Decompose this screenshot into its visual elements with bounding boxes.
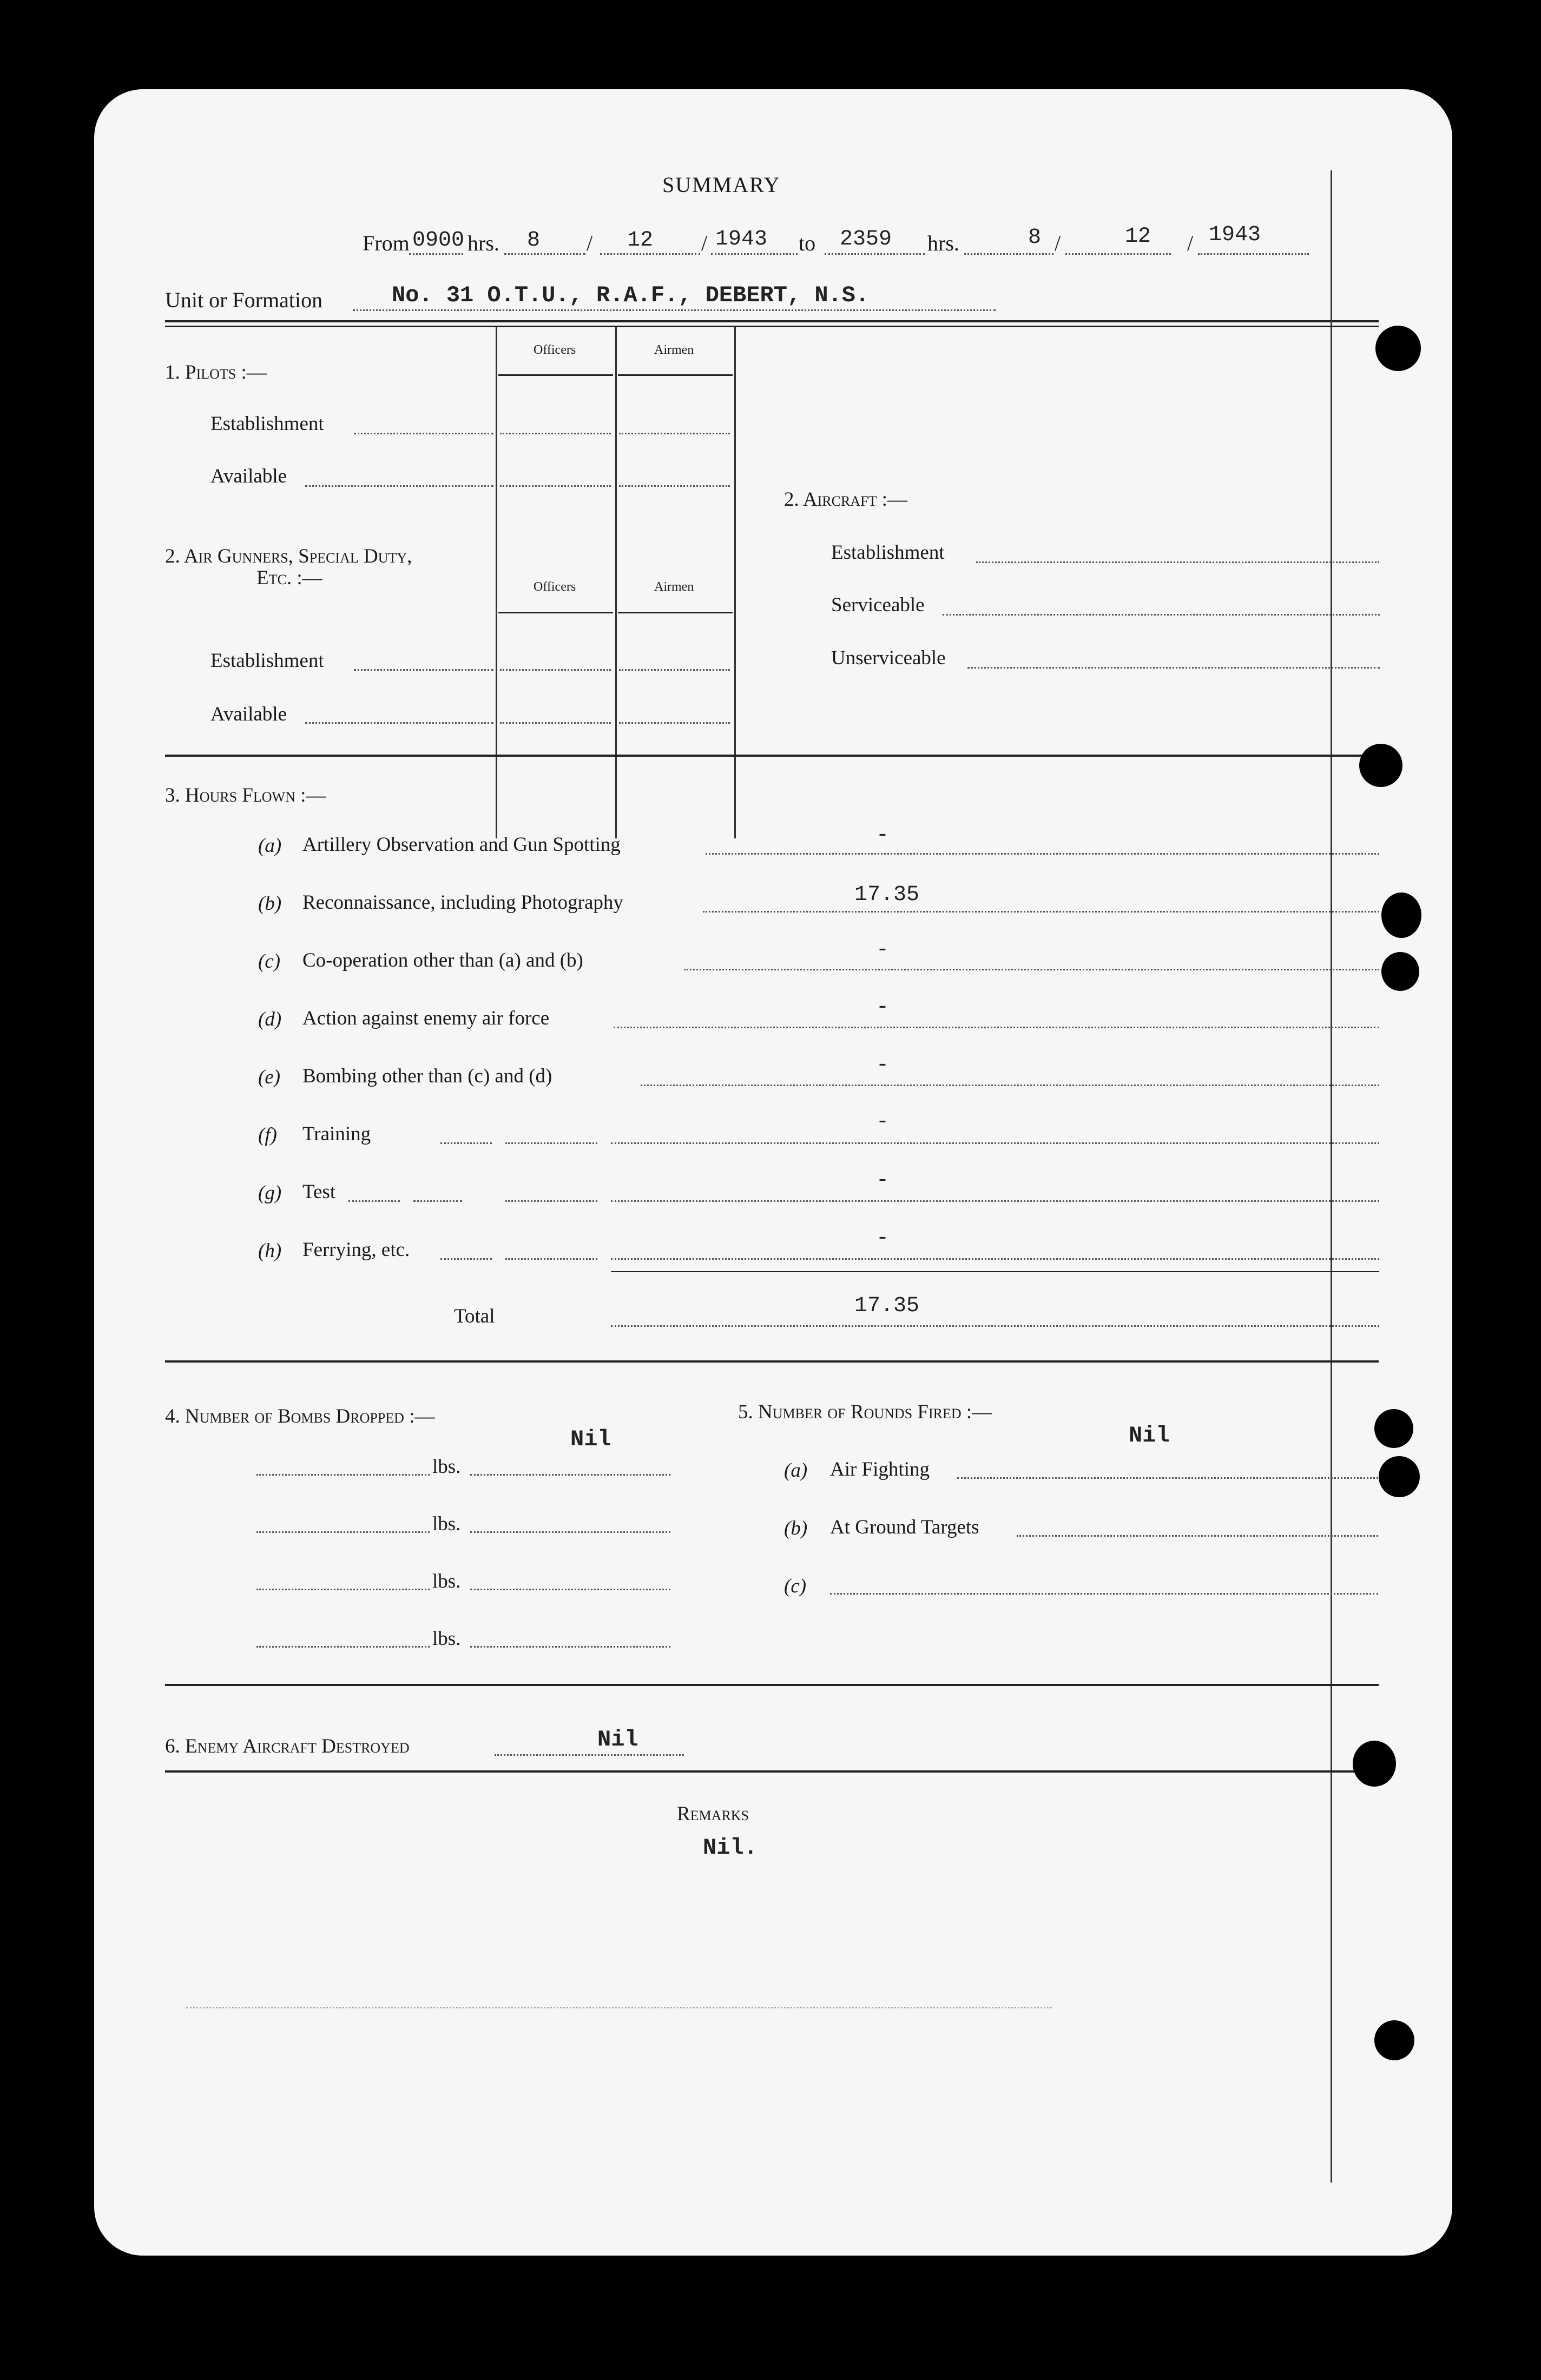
hours-letter-f: (f) (258, 1124, 277, 1146)
dotted-line (505, 1200, 597, 1202)
from-time: 0900 (412, 228, 465, 253)
punch-hole (1353, 1741, 1396, 1787)
rule (165, 1770, 1379, 1773)
hours-letter-e: (e) (258, 1066, 281, 1088)
pilots-available: Available (210, 465, 287, 487)
dotted-line (305, 722, 493, 724)
rule (165, 1684, 1379, 1686)
col-officers: Officers (534, 343, 576, 357)
gunners-available: Available (210, 703, 287, 725)
dotted-line (354, 669, 493, 671)
dotted-line (413, 1200, 462, 1202)
dotted-line (619, 433, 730, 434)
total-label: Total (454, 1305, 495, 1327)
hours-heading: 3. Hours Flown :— (165, 784, 326, 806)
bombs-value: Nil (570, 1426, 611, 1452)
bombs-unit-4: lbs. (432, 1628, 461, 1650)
col-officers: Officers (534, 580, 576, 594)
dotted-line (353, 309, 996, 311)
enemy-aircraft-value: Nil (597, 1727, 638, 1753)
hours-label-d: Action against enemy air force (302, 1007, 550, 1029)
dotted-line (354, 433, 493, 434)
hours-value-f: - (876, 1110, 890, 1134)
pilots-establishment: Establishment (210, 413, 324, 435)
dotted-line (505, 1142, 597, 1144)
air-gunners-heading-etc: Etc. :— (256, 567, 322, 589)
hours-letter-a: (a) (258, 835, 282, 857)
slash: / (587, 231, 593, 255)
rounds-value: Nil (1129, 1423, 1170, 1449)
remarks-label: Remarks (677, 1803, 749, 1825)
bombs-unit-2: lbs. (432, 1513, 461, 1535)
punch-hole (1381, 952, 1419, 991)
dotted-line (440, 1258, 492, 1260)
dotted-line (976, 561, 1379, 563)
dotted-line (470, 1589, 670, 1590)
dotted-line (504, 253, 585, 255)
aircraft-establishment: Establishment (831, 541, 945, 564)
dotted-line (611, 1325, 1379, 1327)
rule (498, 374, 613, 376)
rule (165, 326, 1379, 327)
to-month: 12 (1125, 224, 1151, 249)
speck-line (186, 2007, 1052, 2008)
air-gunners-heading: 2. Air Gunners, Special Duty, (165, 545, 412, 567)
from-day: 8 (527, 228, 541, 253)
slash: / (701, 231, 708, 255)
aircraft-unserviceable: Unserviceable (831, 647, 946, 669)
aircraft-heading: 2. Aircraft :— (784, 488, 908, 511)
dotted-line (1017, 1535, 1378, 1537)
dotted-line (614, 1027, 1379, 1028)
rounds-letter-b: (b) (784, 1517, 808, 1539)
bombs-unit-1: lbs. (432, 1456, 461, 1478)
hours-label-e: Bombing other than (c) and (d) (302, 1065, 552, 1087)
dotted-line (830, 1593, 1378, 1595)
rounds-air-fighting: Air Fighting (830, 1458, 930, 1480)
slash: / (1055, 231, 1061, 255)
dotted-line (619, 722, 730, 724)
dotted-line (600, 253, 700, 255)
dotted-line (256, 1531, 430, 1533)
rounds-heading: 5. Number of Rounds Fired :— (738, 1401, 992, 1423)
dotted-line (611, 1142, 1379, 1144)
unit-value: No. 31 O.T.U., R.A.F., DEBERT, N.S. (392, 282, 870, 308)
hours-letter-c: (c) (258, 950, 281, 973)
form-page (94, 89, 1452, 2256)
dotted-line (500, 669, 611, 671)
hours-label-b: Reconnaissance, including Photography (302, 891, 623, 914)
col-airmen: Airmen (654, 580, 694, 594)
hours-value-b: 17.35 (854, 883, 920, 907)
hours-value-a: - (876, 823, 890, 848)
hours-value-e: - (876, 1053, 890, 1077)
dotted-line (619, 669, 730, 671)
dotted-line (500, 485, 611, 487)
column-line (615, 327, 617, 838)
to-year: 1943 (1209, 223, 1261, 247)
dotted-line (256, 1474, 430, 1476)
to-label: to (799, 231, 816, 255)
hours-label-a: Artillery Observation and Gun Spotting (302, 834, 621, 856)
dotted-line (611, 1200, 1379, 1202)
bombs-unit-3: lbs. (432, 1570, 461, 1592)
dotted-line (706, 853, 1379, 855)
dotted-line (470, 1474, 670, 1476)
dotted-line (440, 1142, 492, 1144)
unit-label: Unit or Formation (165, 288, 323, 312)
dotted-line (470, 1646, 670, 1648)
punch-hole (1381, 892, 1421, 938)
rule (498, 612, 613, 613)
enemy-aircraft-label: 6. Enemy Aircraft Destroyed (165, 1735, 410, 1757)
dotted-line (711, 253, 798, 255)
slash: / (1187, 231, 1194, 255)
hours-value-g: - (876, 1168, 890, 1193)
rule (611, 1271, 1379, 1272)
hours-label-c: Co-operation other than (a) and (b) (302, 949, 583, 971)
dotted-line (964, 253, 1053, 255)
punch-hole (1375, 326, 1421, 371)
dotted-line (641, 1085, 1379, 1086)
rule (165, 755, 1379, 757)
dotted-line (500, 433, 611, 434)
punch-hole (1379, 1456, 1420, 1497)
from-label: From (363, 231, 410, 255)
from-month: 12 (627, 228, 654, 253)
hours-label-h: Ferrying, etc. (302, 1239, 410, 1261)
dotted-line (495, 1754, 684, 1756)
dotted-line (348, 1200, 400, 1202)
bombs-heading: 4. Number of Bombs Dropped :— (165, 1405, 435, 1427)
dotted-line (619, 485, 730, 487)
column-line (496, 327, 497, 838)
hours-value-h: - (876, 1226, 890, 1251)
dotted-line (305, 485, 493, 487)
rounds-ground-targets: At Ground Targets (830, 1516, 979, 1538)
to-day: 8 (1028, 226, 1042, 250)
hours-letter-b: (b) (258, 892, 282, 915)
dotted-line (611, 1258, 1379, 1260)
total-value: 17.35 (854, 1294, 920, 1318)
rounds-letter-c: (c) (784, 1575, 807, 1597)
dotted-line (684, 969, 1379, 970)
col-airmen: Airmen (654, 343, 694, 357)
dotted-line (500, 722, 611, 724)
dotted-line (703, 911, 1379, 913)
rule (618, 612, 733, 613)
dotted-line (957, 1477, 1378, 1479)
margin-line (1331, 170, 1332, 2183)
hrs-label: hrs. (467, 231, 499, 255)
punch-hole (1374, 1409, 1413, 1448)
dotted-line (409, 253, 463, 255)
column-line (734, 327, 736, 838)
dotted-line (256, 1646, 430, 1648)
punch-hole (1359, 744, 1402, 787)
hours-value-c: - (876, 938, 890, 962)
rule (165, 320, 1379, 322)
dotted-line (1198, 253, 1309, 255)
dotted-line (1065, 253, 1171, 255)
gunners-establishment: Establishment (210, 650, 324, 672)
dotted-line (256, 1589, 430, 1590)
dotted-line (967, 667, 1380, 669)
dotted-line (470, 1531, 670, 1533)
dotted-line (943, 614, 1380, 616)
dotted-line (825, 253, 925, 255)
hours-letter-h: (h) (258, 1240, 282, 1262)
hours-label-f: Training (302, 1123, 371, 1145)
aircraft-serviceable: Serviceable (831, 594, 925, 616)
rule (618, 374, 733, 376)
rounds-letter-a: (a) (784, 1459, 808, 1482)
hours-label-g: Test (302, 1181, 336, 1203)
hrs-label: hrs. (927, 231, 959, 255)
to-time: 2359 (840, 227, 892, 252)
rule (165, 1360, 1379, 1363)
hours-value-d: - (876, 995, 890, 1020)
punch-hole (1374, 2020, 1414, 2060)
page-title: SUMMARY (662, 173, 781, 197)
hours-letter-d: (d) (258, 1008, 282, 1030)
dotted-line (505, 1258, 597, 1260)
pilots-heading: 1. Pilots :— (165, 361, 267, 384)
hours-letter-g: (g) (258, 1182, 282, 1204)
from-year: 1943 (715, 227, 768, 252)
remarks-value: Nil. (703, 1835, 758, 1861)
